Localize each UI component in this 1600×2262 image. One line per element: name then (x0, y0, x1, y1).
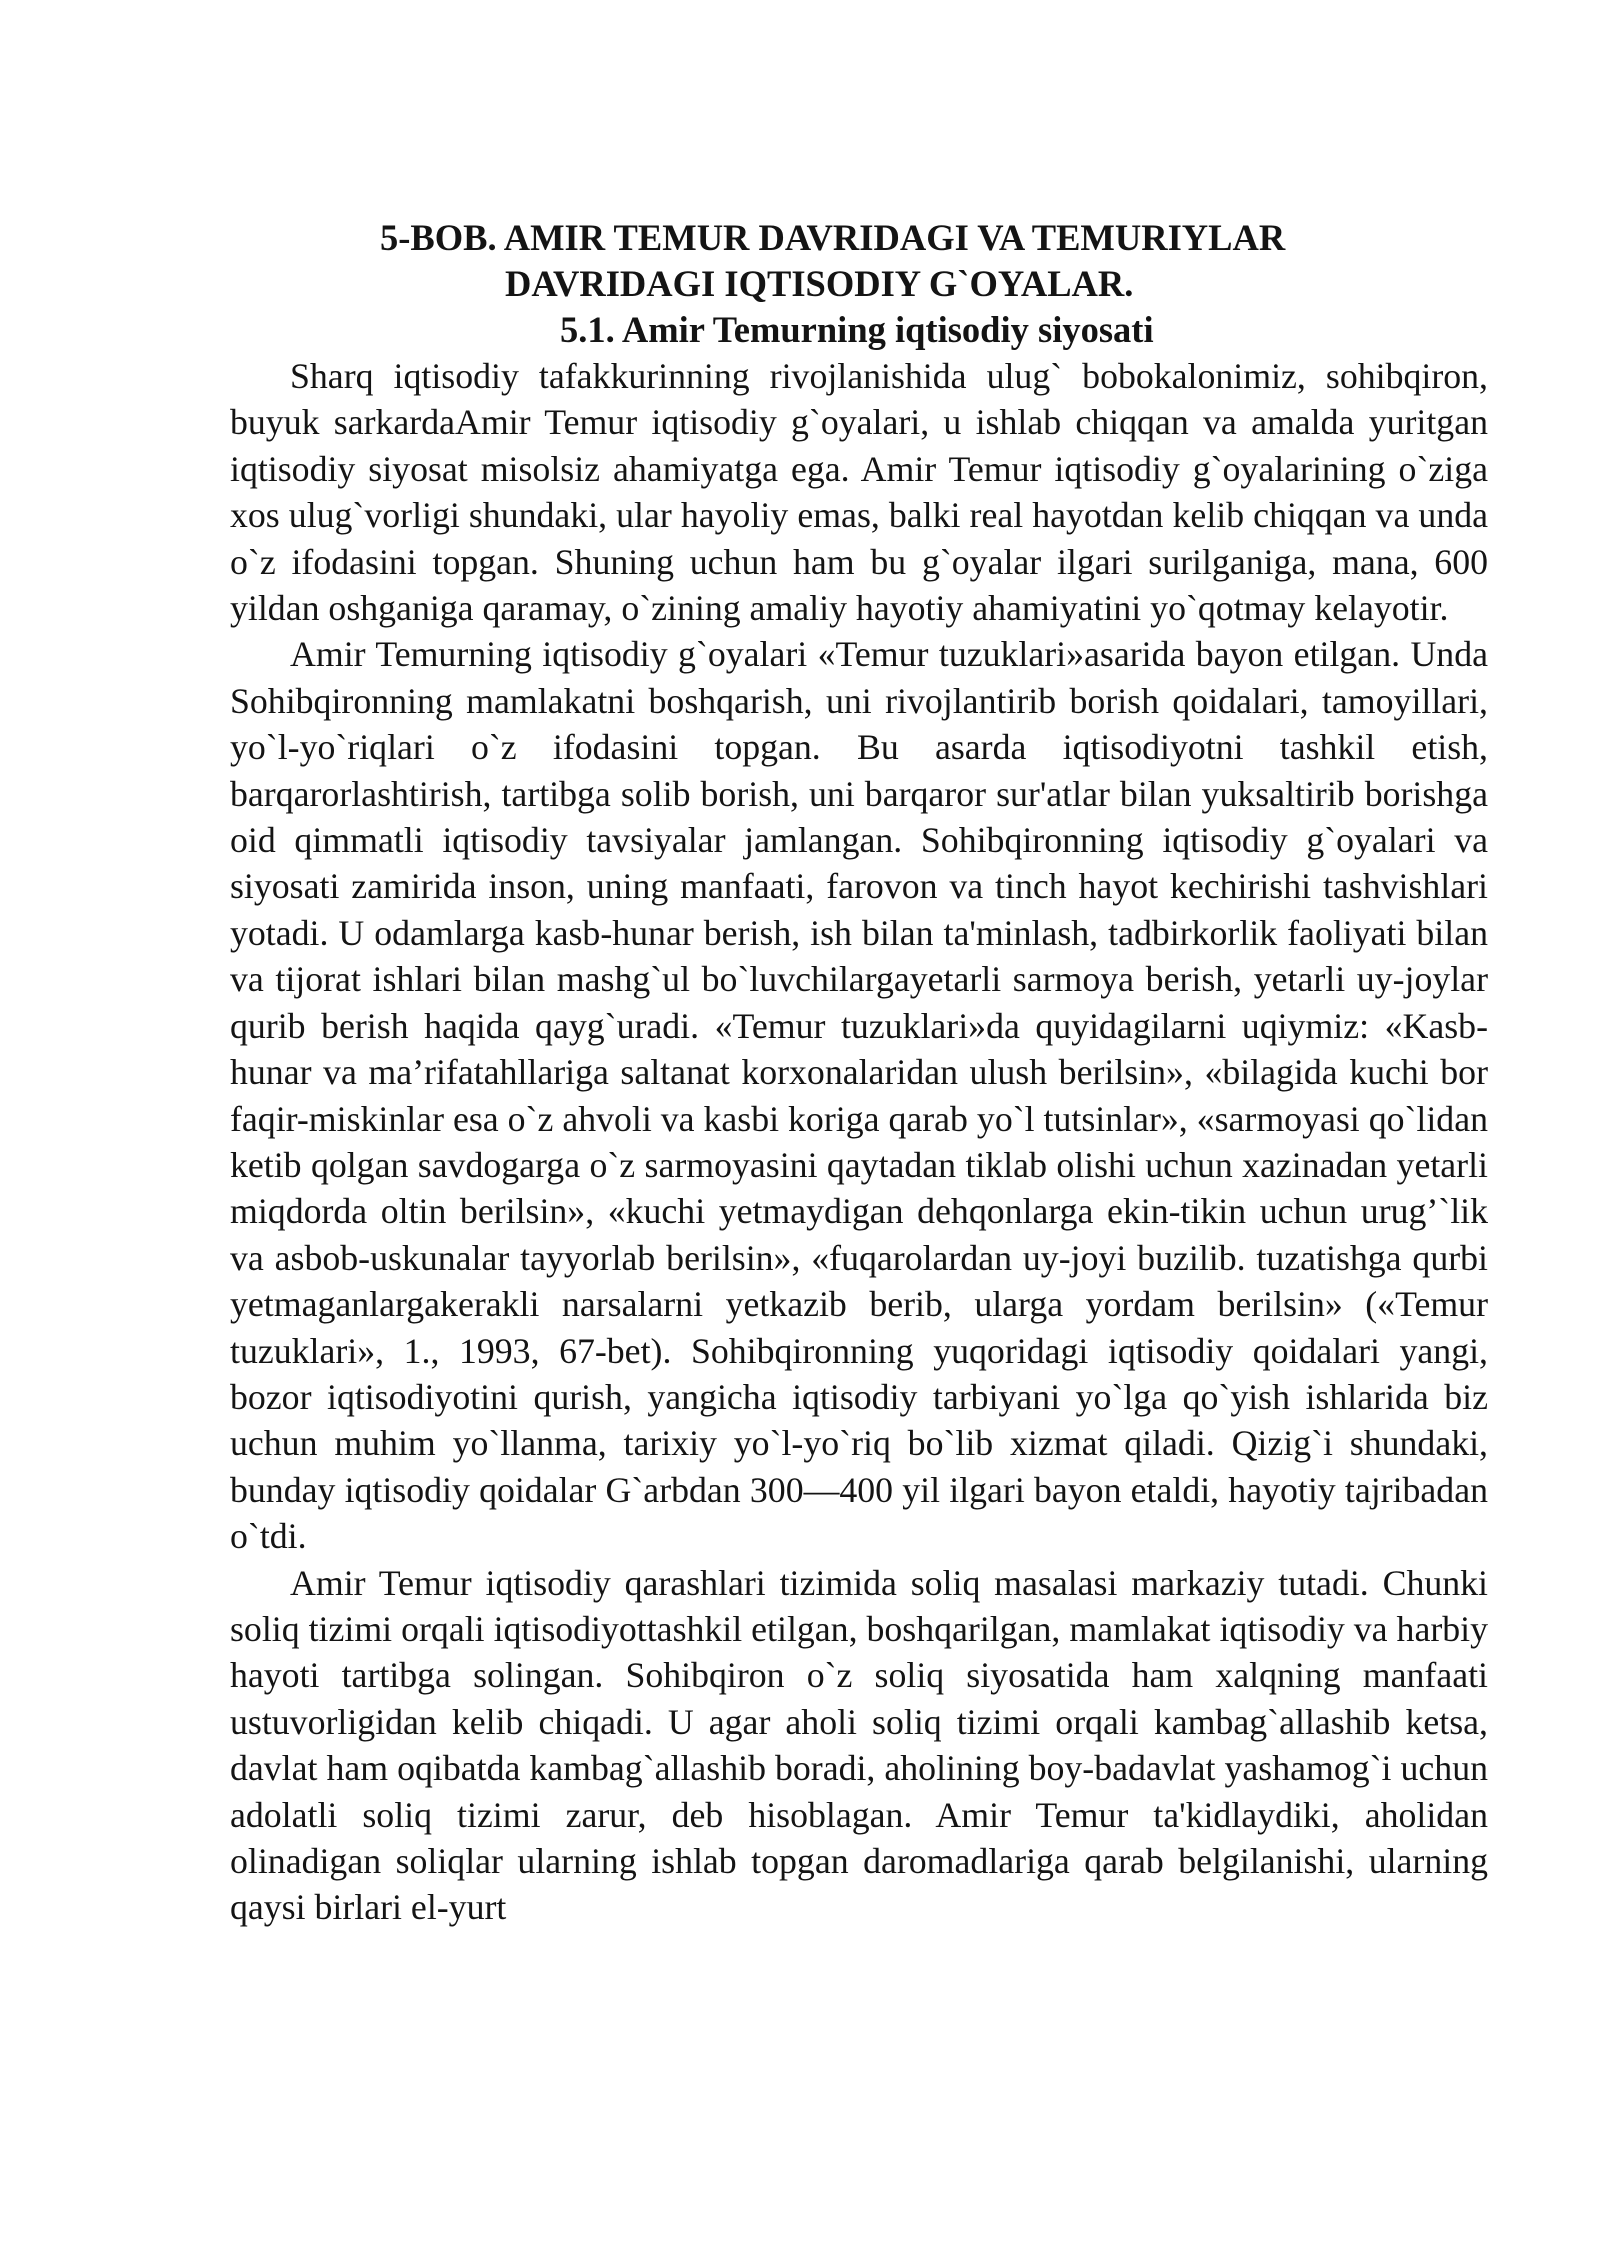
paragraph-1: Sharq iqtisodiy tafakkurinning rivojlanishida ulug` bobokalonimiz, sohibqiron, buyuk sarkardaAmir Temur iqtisodiy g`oyalari, u ishlab chiqqan va amalda yuritgan iqtisodiy siyosat misolsiz ahamiyatga ega. Amir Temur iqtisodiy g`oyalarining o`ziga xos ulug`vorligi shundaki, ular hayoliy emas, balki real hayotdan kelib chiqqan va unda o`z ifodasini topgan. Shuning uchun ham bu g`oyalar ilgari surilganiga, mana, 600 yildan oshganiga qaramay, o`zining amaliy hayotiy ahamiyatini yo`qotmay kelayotir. (230, 356, 1488, 629)
paragraph-3: Amir Temur iqtisodiy qarashlari tizimida soliq masalasi markaziy tutadi. Chunki soliq tizimi orqali iqtisodiyottashkil etilgan, boshqarilgan, mamlakat iqtisodiy va harbiy hayoti tartibga solingan. Sohibqiron o`z soliq siyosatida ham xalqning manfaati ustuvorligidan kelib chiqadi. U agar aholi soliq tizimi orqali kambag`allashib ketsa, davlat ham oqibatda kambag`allashib boradi, aholining boy-badavlat yashamog`i uchun adolatli soliq tizimi zarur, deb hisoblagan. Amir Temur ta'kidlaydiki, aholidan olinadigan soliqlar ularning ishlab topgan daromadlariga qarab belgilanishi, ularning qaysi birlari el-yurt (230, 1562, 1488, 1928)
chapter-title-line-2: DAVRIDAGI IQTISODIY G`OYALAR. (505, 263, 1134, 304)
paragraph-2: Amir Temurning iqtisodiy g`oyalari «Temur tuzuklari»asarida bayon etilgan. Unda Sohibqironning mamlakatni boshqarish, uni rivojlantirib borish qoidalari, tamoyillari, yo`l-yo`riqlari o`z ifodasini topgan. Bu asarda iqtisodiyotni tashkil etish, barqarorlashtirish, tartibga solib borish, uni barqaror sur'atlar bilan yuksaltirib borishga oid qimmatli iqtisodiy tavsiyalar jamlangan. Sohibqironning iqtisodiy g`oyalari va siyosati zamirida inson, uning manfaati, farovon va tinch hayot kechirishi tashvishlari yotadi. U odamlarga kasb-hunar berish, ish bilan ta'minlash, tadbirkorlik faoliyati bilan va tijorat ishlari bilan mashg`ul bo`luvchilargayetarli sarmoya berish, yetarli uy-joylar qurib berish haqida qayg`uradi. «Temur tuzuklari»da quyidagilarni uqiymiz: «Kasb-hunar va ma’rifatahllariga saltanat korxonalaridan ulush berilsin», «bilagida kuchi bor faqir-miskinlar esa o`z ahvoli va kasbi koriga qarab yo`l tutsinlar», «sarmoyasi qo`lidan ketib qolgan savdogarga o`z sarmoyasini qaytadan tiklab olishi uchun xazinadan yetarli miqdorda oltin berilsin», «kuchi yetmaydigan dehqonlarga ekin-tikin uchun urug’`lik va asbob-uskunalar tayyorlab berilsin», «fuqarolardan uy-joyi buzilib. tuzatishga qurbi yetmaganlargakerakli narsalarni yetkazib berib, ularga yordam berilsin» («Temur tuzuklari», 1., 1993, 67-bet). Sohibqironning yuqoridagi iqtisodiy qoidalari yangi, bozor iqtisodiyotini qurish, yangicha iqtisodiy tarbiyani yo`lga qo`yish ishlarida biz uchun muhim yo`llanma, tarixiy yo`l-yo`riq bo`lib xizmat qiladi. Qizig`i shundaki, bunday iqtisodiy qoidalar G`arbdan 300—400 yil ilgari bayon etaldi, hayotiy tajribadan o`tdi. (230, 634, 1488, 1557)
document-body (230, 353, 1488, 1931)
chapter-title-line-1: 5-BOB. AMIR TEMUR DAVRIDAGI VA TEMURIYLAR (380, 217, 1286, 258)
section-title: 5.1. Amir Temurning iqtisodiy siyosati (560, 309, 1154, 350)
document-page (230, 215, 1488, 1931)
